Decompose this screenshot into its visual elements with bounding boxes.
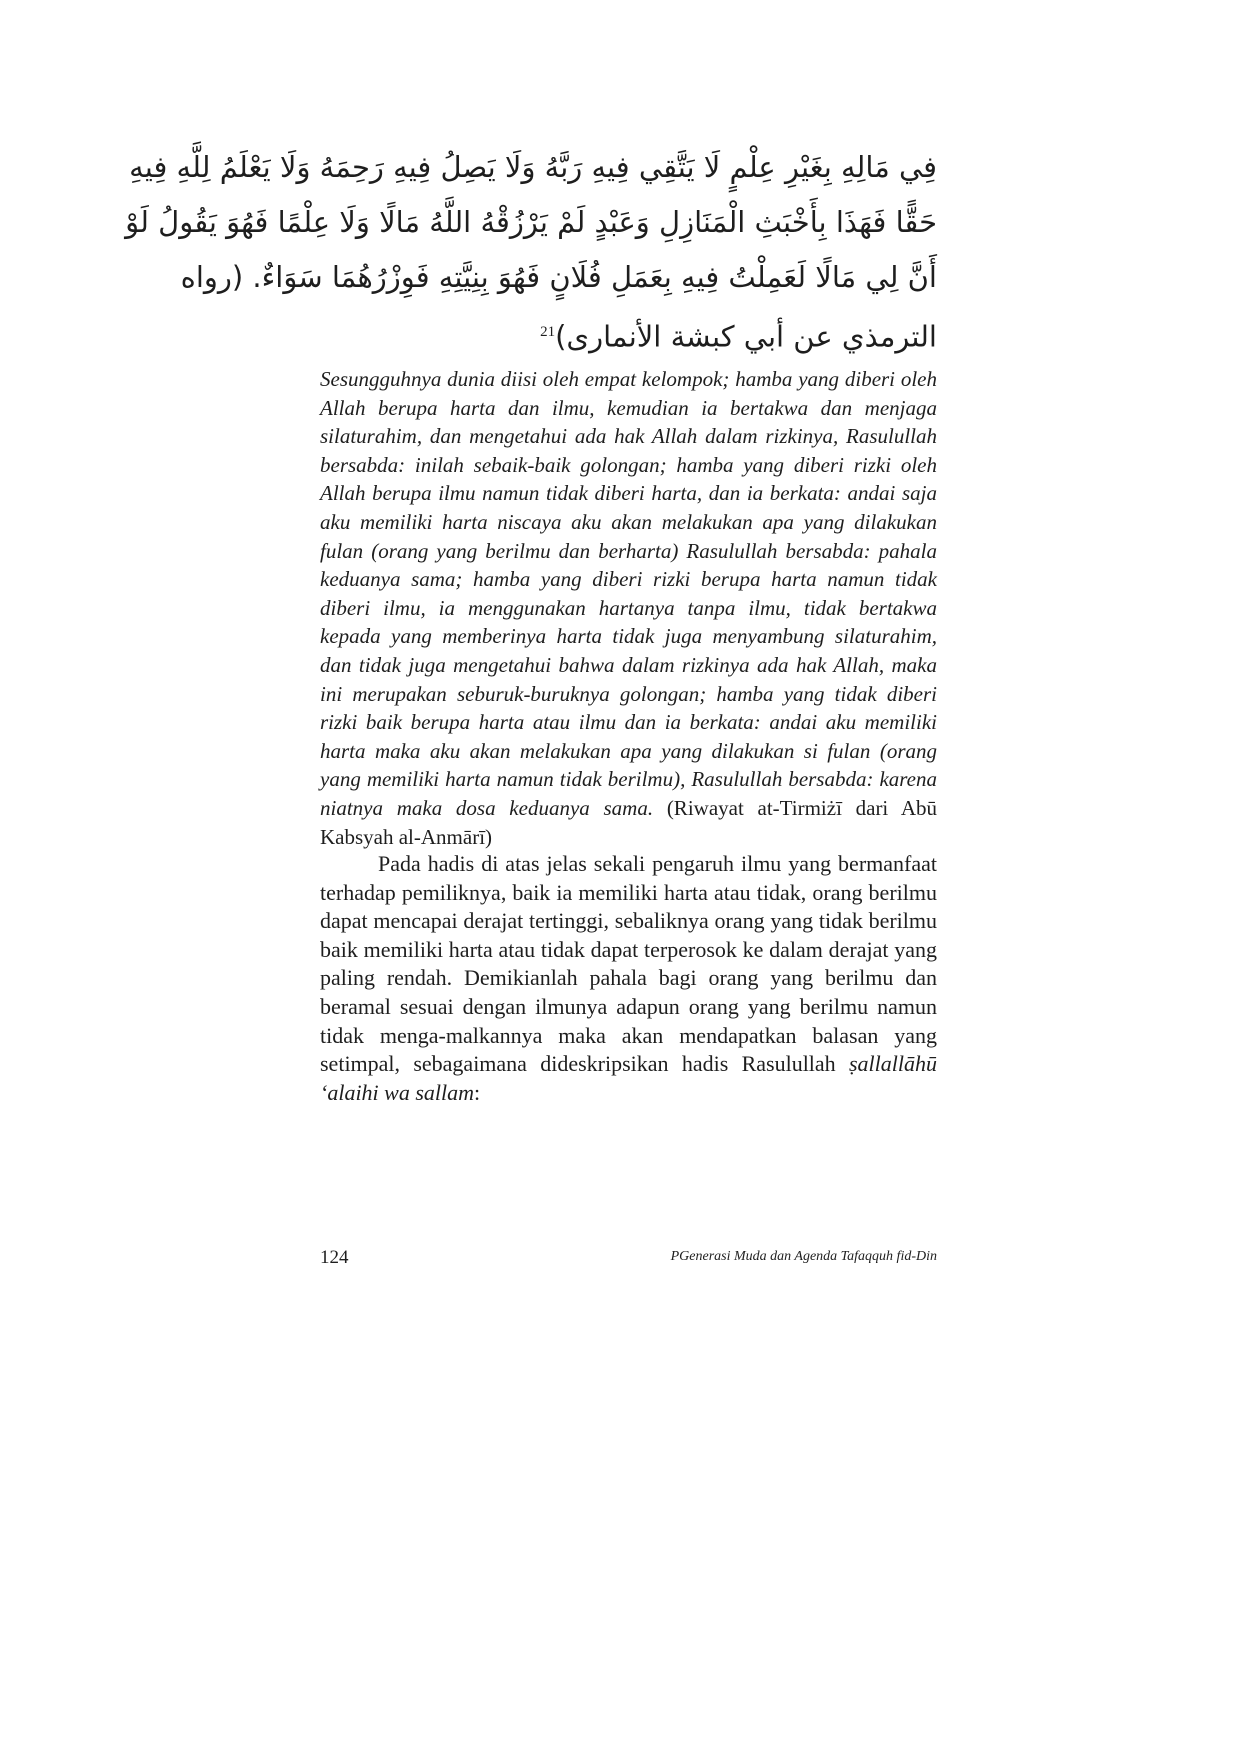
translation-text: Sesungguhnya dunia diisi oleh empat kelompok; hamba yang diberi oleh Allah berupa harta dan ilmu, kemudian ia bertakwa dan menjaga silaturahim, dan mengetahui ada hak Allah dalam rizkinya, Rasulullah bersabda: inilah sebaik-baik golongan; hamba yang diberi rizki oleh Allah berupa ilmu namun tidak diberi harta, dan ia berkata: andai saja aku memiliki harta niscaya aku akan melakukan apa yang dilakukan fulan (orang yang berilmu dan berharta) Rasulullah bersabda: pahala keduanya sama; hamba yang diberi rizki berupa harta namun tidak diberi ilmu, ia menggunakan hartanya tanpa ilmu, tidak bertakwa kepada yang memberinya harta tidak juga menyambung silaturahim, dan tidak juga mengetahui bahwa dalam rizkinya ada hak Allah, maka ini merupakan seburuk-buruknya golongan; hamba yang tidak diberi rizki baik berupa harta atau ilmu dan ia berkata: andai aku memiliki harta maka aku akan melakukan apa yang dilakukan si fulan (orang yang memiliki harta namun tidak berilmu), Rasulullah bersabda: karena niatnya maka dosa keduanya sama.	[320, 367, 937, 820]
arabic-line: حَقًّا فَهَذَا بِأَخْبَثِ الْمَنَازِلِ وَعَبْدٍ لَمْ يَرْزُقْهُ اللَّهُ مَالًا وَلَا عِلْمًا فَهُوَ يَقُولُ لَوْ	[125, 205, 937, 239]
honorific-phrase: ṣallallāhū ‘alaihi wa sallam	[320, 1051, 937, 1105]
paragraph-text: Pada hadis di atas jelas sekali pengaruh ilmu yang bermanfaat terhadap pemiliknya, baik ia memiliki harta atau tidak, orang berilmu dapat mencapai derajat tertinggi, sebaliknya orang yang tidak berilmu baik memiliki harta atau tidak dapat terperosok ke dalam derajat yang paling rendah. Demikianlah pahala bagi orang yang berilmu dan beramal sesuai dengan ilmunya adapun orang yang berilmu namun tidak menga-malkannya maka akan mendapatkan balasan yang setimpal, sebagaimana dideskripsikan hadis Rasulullah	[320, 851, 937, 1077]
page-footer	[320, 1247, 937, 1271]
arabic-line: فِي مَالِهِ بِغَيْرِ عِلْمٍ لَا يَتَّقِي فِيهِ رَبَّهُ وَلَا يَصِلُ فِيهِ رَحِمَهُ وَلَا يَعْلَمُ لِلَّهِ فِيهِ	[129, 150, 937, 184]
body-paragraph	[320, 850, 937, 1107]
arabic-line: أَنَّ لِي مَالًا لَعَمِلْتُ فِيهِ بِعَمَلِ فُلَانٍ فَهُوَ بِنِيَّتِهِ فَوِزْرُهُمَا سَوَاءٌ. (رواه	[180, 260, 937, 294]
arabic-hadith-text	[125, 140, 937, 365]
running-title: PGenerasi Muda dan Agenda Tafaqquh fid-Din	[670, 1249, 937, 1264]
page-number: 124	[320, 1247, 349, 1268]
paragraph-ending: :	[474, 1079, 481, 1105]
arabic-line: الترمذي عن أبي كبشة الأنمارى)	[555, 319, 937, 354]
footnote-reference: 21	[540, 324, 556, 340]
hadith-translation	[320, 365, 937, 851]
translation-citation: (Riwayat at-Tirmiżī dari Abū Kabsyah al-Anmārī)	[320, 795, 937, 849]
arabic-line-last	[320, 305, 937, 365]
